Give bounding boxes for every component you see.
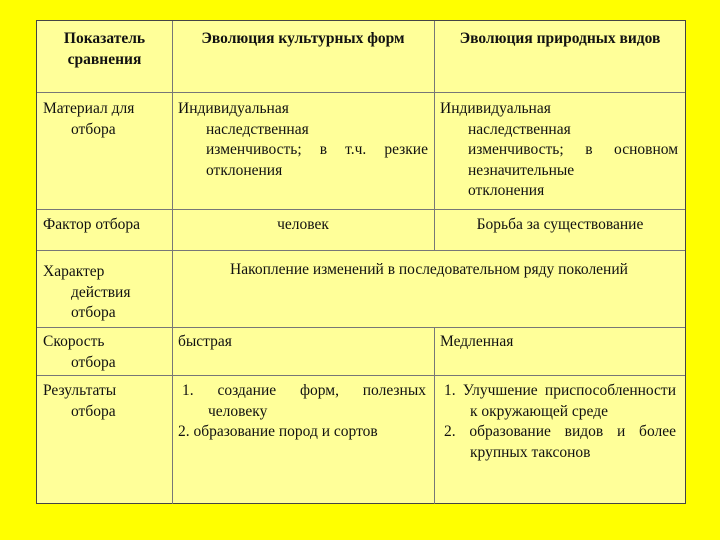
row-material	[37, 92, 685, 209]
comparison-table	[36, 20, 686, 504]
label-line: Характер	[43, 263, 105, 280]
factor-cultural: человек	[277, 216, 329, 233]
row-results	[37, 375, 685, 504]
text-line: отклонения	[468, 182, 545, 199]
results-cultural-item: 1. создание форм, полезных человеку	[182, 382, 426, 420]
text-line: Индивидуальная	[440, 100, 551, 117]
header-natural: Эволюция природных видов	[459, 30, 661, 47]
speed-cultural: быстрая	[178, 333, 232, 350]
results-natural-item: 2. образование видов и более крупных таксонов	[444, 423, 676, 461]
header-cultural: Эволюция культурных форм	[201, 30, 405, 47]
label-results	[37, 375, 172, 504]
row-factor	[37, 209, 685, 250]
label-line: отбора	[71, 402, 116, 420]
header-indicator-line: сравнения	[67, 50, 142, 68]
label-factor: Фактор отбора	[43, 216, 140, 233]
text-line: незначительные	[468, 161, 575, 179]
text-line: изменчивость; в основном	[468, 141, 678, 158]
label-material	[37, 92, 172, 209]
label-line: отбора	[71, 353, 116, 371]
results-natural-item: 1. Улучшение приспособленности к окружающей среде	[444, 382, 676, 420]
results-cultural	[172, 375, 434, 504]
label-speed	[37, 327, 172, 375]
label-character	[37, 250, 172, 327]
label-line: действия	[71, 283, 131, 301]
text-line: наследственная	[206, 120, 309, 138]
header-row	[37, 21, 685, 92]
label-line: Скорость	[43, 333, 105, 350]
header-indicator-line: Показатель	[63, 30, 146, 47]
text-line: изменчивость; в т.ч. резкие	[206, 141, 428, 158]
character-merged: Накопление изменений в последовательном ряду поколений	[230, 261, 628, 278]
label-line: Материал для	[43, 100, 135, 117]
row-character	[37, 250, 685, 327]
material-cultural	[172, 92, 434, 209]
text-line: отклонения	[206, 161, 283, 179]
material-natural	[434, 92, 686, 209]
label-line: Результаты	[43, 382, 117, 399]
header-indicator	[37, 21, 172, 92]
label-line: отбора	[71, 304, 116, 321]
text-line: Индивидуальная	[178, 100, 289, 117]
text-line: наследственная	[468, 120, 571, 138]
factor-natural: Борьба за существование	[476, 216, 644, 233]
speed-natural: Медленная	[440, 333, 514, 350]
results-natural	[434, 375, 686, 504]
results-cultural-item: 2. образование пород и сортов	[178, 423, 378, 440]
label-line: отбора	[71, 120, 116, 138]
row-speed	[37, 327, 685, 375]
